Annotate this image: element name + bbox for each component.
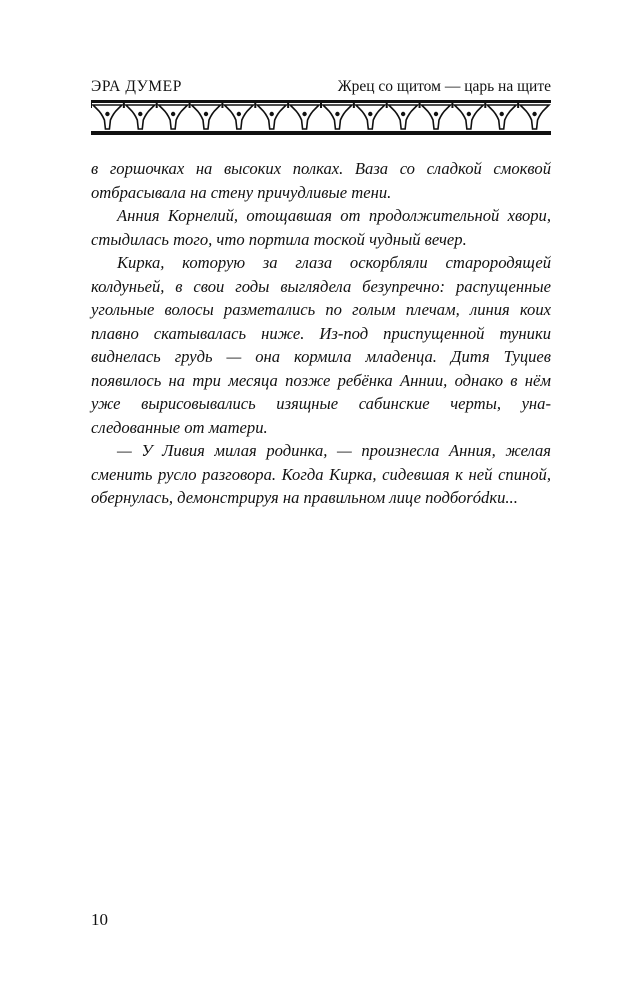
ornament-unit xyxy=(422,105,451,129)
paragraph: Анния Корнелий, отощавшая от продолжительной хвори, стыдилась того, что портила тоской чудный вечер. xyxy=(91,206,551,249)
ornament-unit xyxy=(356,105,385,129)
ornament-bead xyxy=(401,112,405,116)
ornament-separator xyxy=(451,103,453,108)
ornament-separator xyxy=(386,103,388,108)
ornament-separator xyxy=(221,103,223,108)
ornament-separator xyxy=(189,103,191,108)
ornament-bead xyxy=(171,112,175,116)
running-header-book-title: Жрец со щитом — царь на щите xyxy=(337,78,551,95)
ornament-unit xyxy=(290,105,319,129)
ornament-unit xyxy=(389,105,418,129)
ornament-separator xyxy=(419,103,421,108)
ornament-separator xyxy=(484,103,486,108)
header-ornament xyxy=(91,100,551,136)
ornament-unit xyxy=(159,105,188,129)
paragraph: — У Ливия милая родинка, — произнесла Анния, желая сменить русло разговора. Когда Кирка, сидевшая к ней спиной, обернулась, демонстрируя на правильном лице подбоródки... xyxy=(91,441,551,507)
ornament-separator xyxy=(287,103,289,108)
ornament-separator xyxy=(123,103,125,108)
ornament-separator xyxy=(156,103,158,108)
paragraph: Кирка, которую за глаза оскорбляли старородящей колдуньей, в свои годы выглядела безупречно: распущенные угольные волосы разметались по голым плечам, линия коих плавно скатывалась ниже. Из-под приспущенной туники виднелась грудь — она кормила младенца. Дитя Туциев появилось на три месяца позже ребёнка Аннии, однако в нём уже вырисовывались изящные сабинские черты, унаследованные от матери. xyxy=(91,253,551,437)
ornament-unit xyxy=(257,105,286,129)
ornament-bead xyxy=(237,112,241,116)
body-text xyxy=(91,157,551,510)
paragraph: в горшочках на высоких полках. Ваза со сладкой смоквой отбрасывала на стену причудливые тени. xyxy=(91,159,551,202)
ornament-separator xyxy=(254,103,256,108)
ornament-bead xyxy=(500,112,504,116)
ornament-bead xyxy=(204,112,208,116)
ornament-bead xyxy=(270,112,274,116)
ornament-unit xyxy=(487,105,516,129)
ornament-unit xyxy=(454,105,483,129)
ornament-bead xyxy=(368,112,372,116)
ornament-separator xyxy=(353,103,355,108)
ornament-separator xyxy=(320,103,322,108)
ornament-bead xyxy=(335,112,339,116)
ornament-separator xyxy=(91,103,92,108)
ornament-unit xyxy=(126,105,155,129)
ornament-unit xyxy=(93,105,122,129)
ornament-bead xyxy=(302,112,306,116)
ornament-unit xyxy=(224,105,253,129)
ornament-bead xyxy=(532,112,536,116)
ornament-separator xyxy=(517,103,519,108)
ornament-bead xyxy=(434,112,438,116)
ornament-bead xyxy=(467,112,471,116)
ornament-unit xyxy=(192,105,221,129)
ornament-unit xyxy=(323,105,352,129)
page-number: 10 xyxy=(91,910,108,929)
ornament-bead xyxy=(138,112,142,116)
running-header-author: ЭРА ДУМЕР xyxy=(91,78,182,95)
ornament-unit xyxy=(520,105,549,129)
ornament-bead xyxy=(105,112,109,116)
